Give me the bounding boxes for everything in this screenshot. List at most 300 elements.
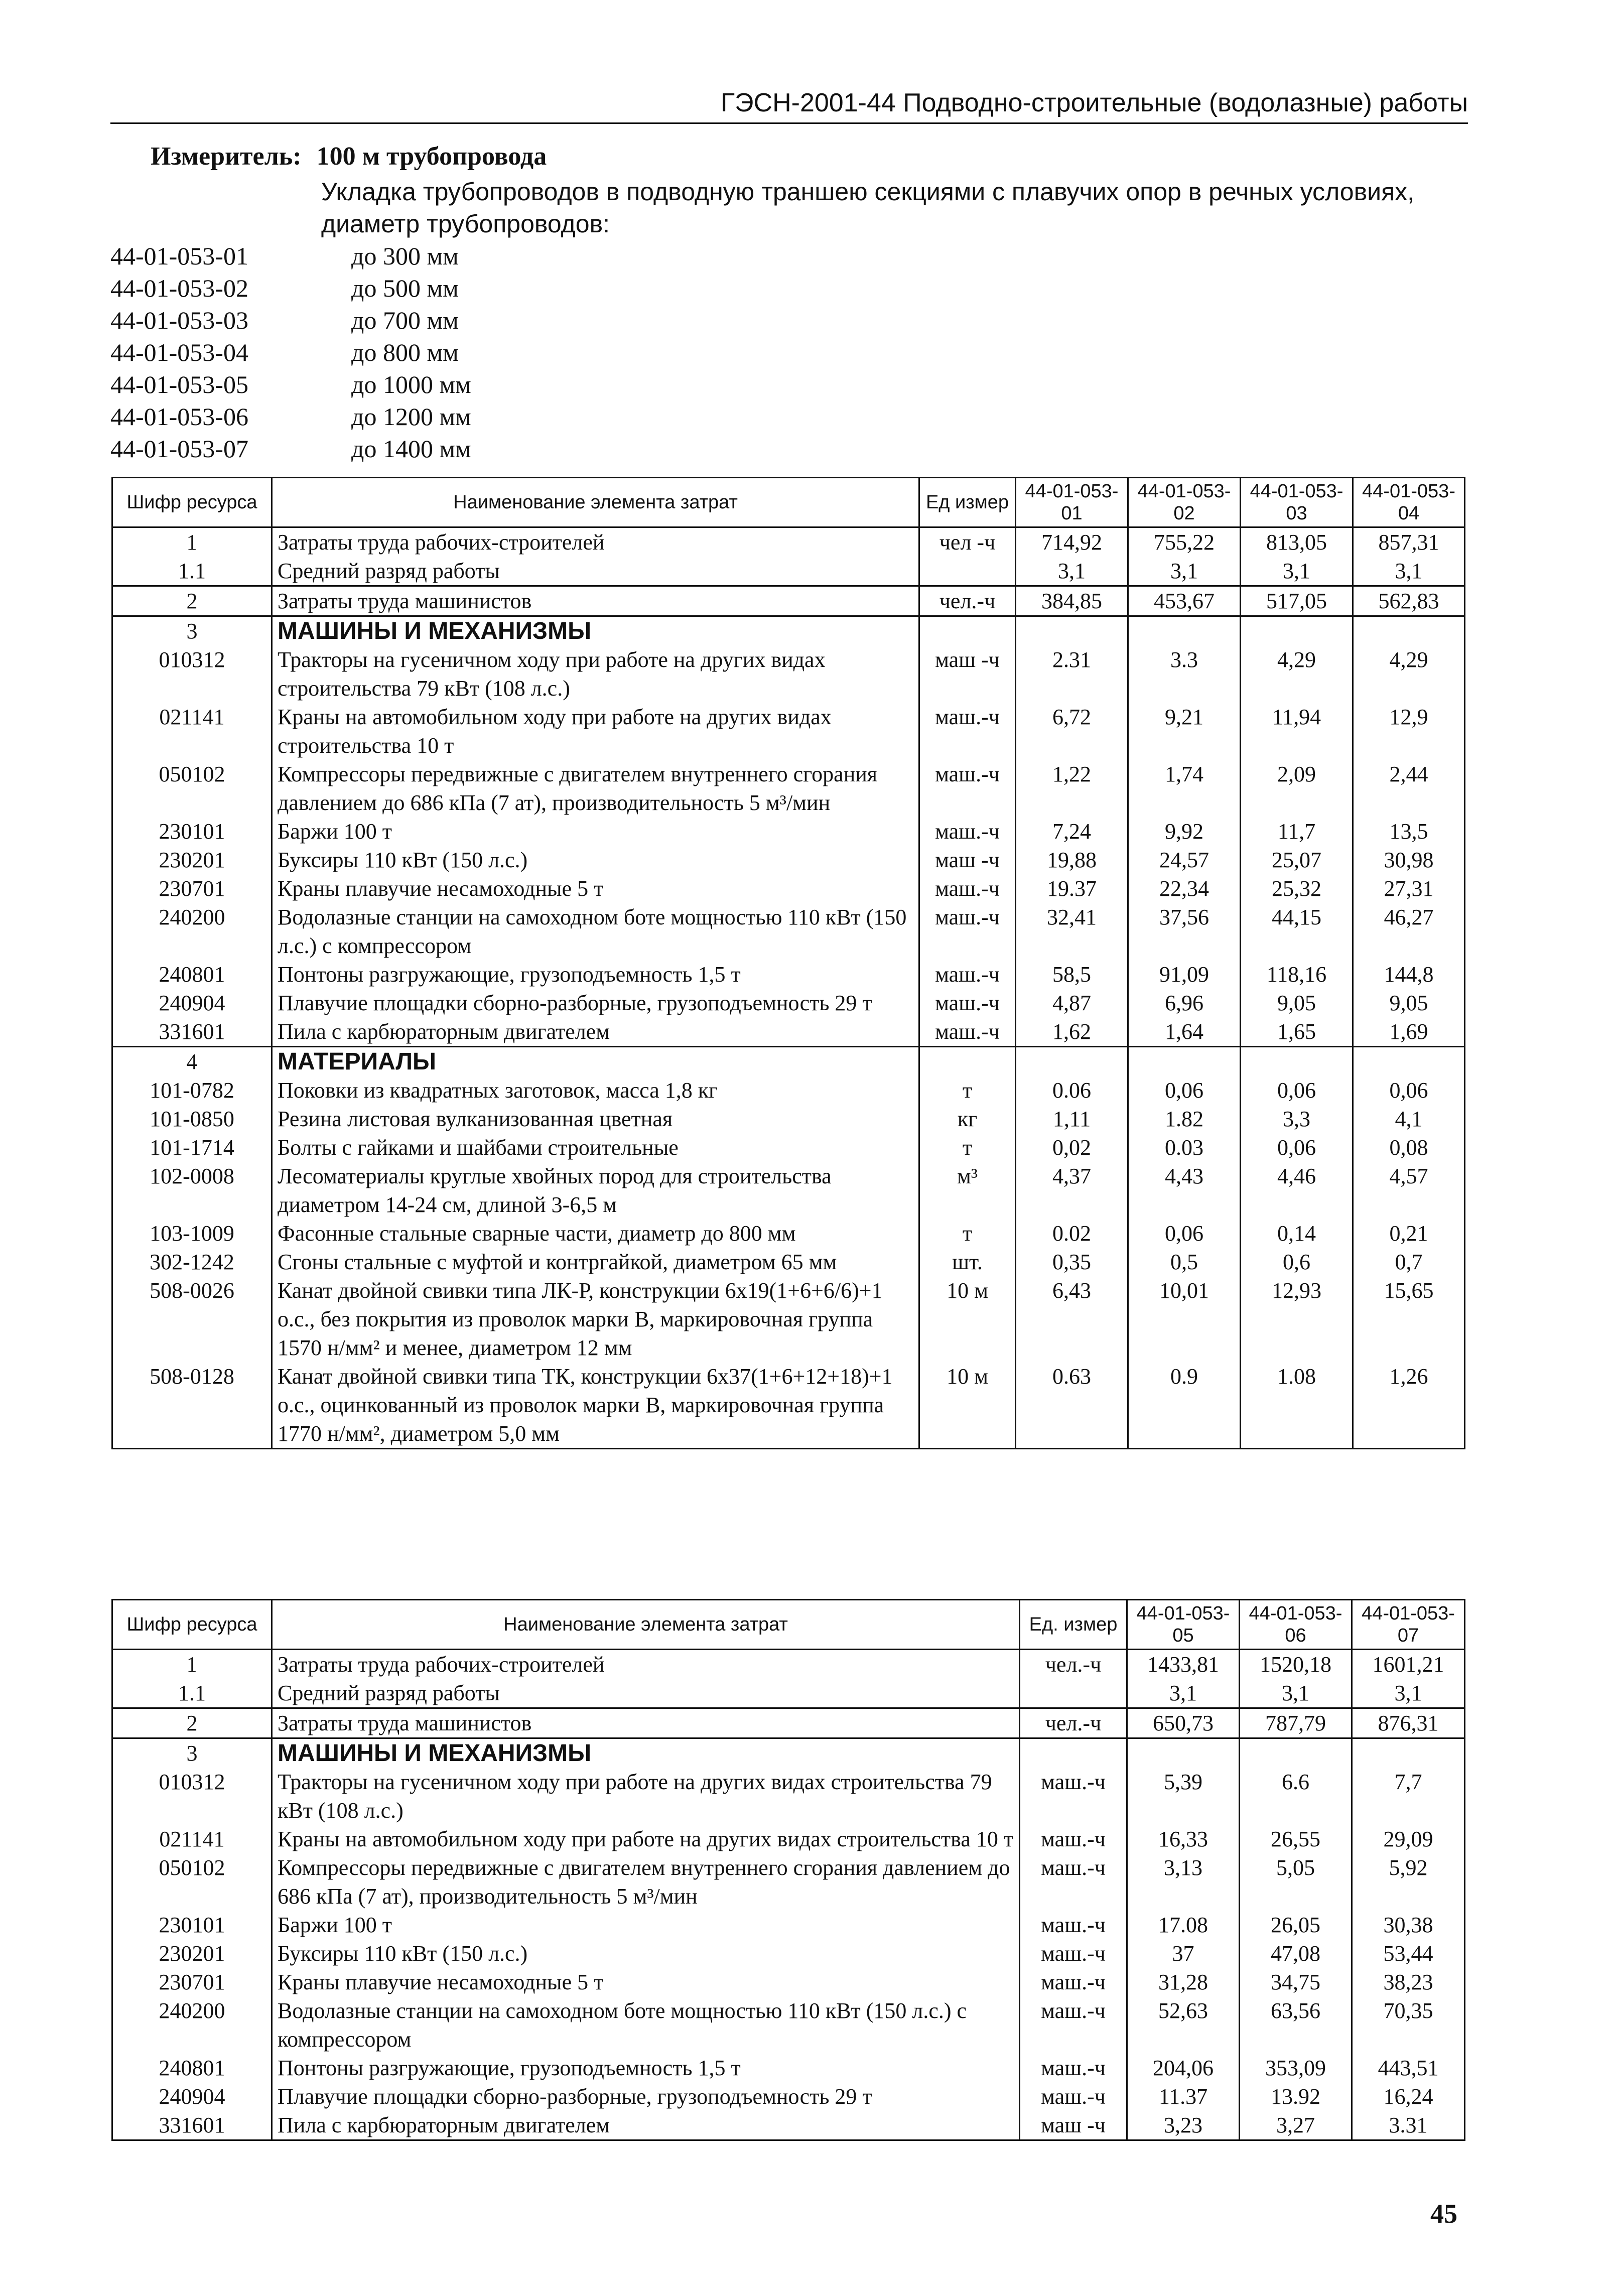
code-description: до 1200 мм bbox=[351, 402, 471, 431]
cell-value: 4,57 bbox=[1353, 1162, 1465, 1219]
cell-value: 1433,81 bbox=[1127, 1650, 1240, 1679]
code-description: до 1000 мм bbox=[351, 370, 471, 398]
cell-value: 0,5 bbox=[1128, 1248, 1241, 1276]
table-row bbox=[112, 903, 1465, 960]
cell-code: 240200 bbox=[112, 903, 272, 960]
table-row bbox=[112, 1162, 1465, 1219]
cell-code: 240801 bbox=[112, 2054, 272, 2082]
cell-value: 5,92 bbox=[1352, 1853, 1465, 1911]
cell-value: 6,72 bbox=[1016, 703, 1128, 760]
table-row bbox=[112, 1105, 1465, 1133]
cell-unit: чел.-ч bbox=[1020, 1650, 1127, 1679]
code-number: 44-01-053-03 bbox=[110, 306, 248, 334]
header-col: 44-01-053-07 bbox=[1352, 1600, 1465, 1650]
cell-name: МАТЕРИАЛЫ bbox=[272, 1047, 919, 1076]
code-description: до 700 мм bbox=[351, 306, 459, 334]
cell-value: 5,05 bbox=[1240, 1853, 1352, 1911]
running-header: ГЭСН-2001-44 Подводно-строительные (водолазные) работы bbox=[110, 85, 1468, 124]
table-row bbox=[112, 1968, 1465, 1996]
cell-value bbox=[1353, 1047, 1465, 1076]
cell-value: 714,92 bbox=[1016, 527, 1128, 557]
table-row bbox=[112, 817, 1465, 846]
cell-value: 4,87 bbox=[1016, 989, 1128, 1017]
cell-name: Краны на автомобильном ходу при работе на других видах строительства 10 т bbox=[272, 1825, 1020, 1853]
cell-value: 118,16 bbox=[1241, 960, 1353, 989]
cell-value: 16,33 bbox=[1127, 1825, 1240, 1853]
cell-unit: 10 м bbox=[919, 1276, 1016, 1362]
cell-code: 230701 bbox=[112, 874, 272, 903]
cell-unit: маш.-ч bbox=[1020, 1825, 1127, 1853]
cell-code: 508-0128 bbox=[112, 1362, 272, 1449]
cell-value: 10,01 bbox=[1128, 1276, 1241, 1362]
table-row bbox=[112, 527, 1465, 557]
cell-name: Канат двойной свивки типа ЛК-Р, конструкции 6х19(1+6+6/6)+1 о.с., без покрытия из проволок марки В, маркировочная группа 1570 н/мм² и менее, диаметром 12 мм bbox=[272, 1276, 919, 1362]
cell-unit: чел.-ч bbox=[919, 586, 1016, 616]
cell-value: 5,39 bbox=[1127, 1768, 1240, 1825]
cell-code: 021141 bbox=[112, 703, 272, 760]
cell-unit: маш.-ч bbox=[919, 760, 1016, 817]
cell-name: Водолазные станции на самоходном боте мощностью 110 кВт (150 л.с.) с компрессором bbox=[272, 1996, 1020, 2054]
code-number: 44-01-053-05 bbox=[110, 370, 248, 398]
cell-value: 0,06 bbox=[1241, 1076, 1353, 1105]
cell-value bbox=[1016, 616, 1128, 646]
cell-value: 4,46 bbox=[1241, 1162, 1353, 1219]
cell-code: 4 bbox=[112, 1047, 272, 1076]
cell-value: 0,7 bbox=[1353, 1248, 1465, 1276]
cell-unit: т bbox=[919, 1133, 1016, 1162]
cell-value: 9,21 bbox=[1128, 703, 1241, 760]
code-list-item bbox=[110, 304, 471, 336]
cell-value bbox=[1352, 1738, 1465, 1768]
cell-name: Плавучие площадки сборно-разборные, грузоподъемность 29 т bbox=[272, 2082, 1020, 2111]
cost-table-1 bbox=[111, 477, 1465, 1449]
cell-code: 010312 bbox=[112, 645, 272, 703]
cell-value: 857,31 bbox=[1353, 527, 1465, 557]
cell-name: Канат двойной свивки типа ТК, конструкции 6х37(1+6+12+18)+1 о.с., оцинкованный из проволок марки В, маркировочная группа 1770 н/мм², диаметром 5,0 мм bbox=[272, 1362, 919, 1449]
cell-unit: м³ bbox=[919, 1162, 1016, 1219]
code-description: до 800 мм bbox=[351, 338, 459, 366]
cell-value: 0,08 bbox=[1353, 1133, 1465, 1162]
cell-value: 37,56 bbox=[1128, 903, 1241, 960]
cell-unit: т bbox=[919, 1219, 1016, 1248]
cell-value: 4,1 bbox=[1353, 1105, 1465, 1133]
cell-unit: маш.-ч bbox=[919, 874, 1016, 903]
cell-value: 3,23 bbox=[1127, 2111, 1240, 2140]
cell-name: Болты с гайками и шайбами строительные bbox=[272, 1133, 919, 1162]
header-col: 44-01-053-03 bbox=[1241, 478, 1353, 527]
cell-code: 230101 bbox=[112, 817, 272, 846]
code-list bbox=[110, 240, 471, 465]
cell-name: Буксиры 110 кВт (150 л.с.) bbox=[272, 1939, 1020, 1968]
cell-value: 0.03 bbox=[1128, 1133, 1241, 1162]
cell-unit: чел.-ч bbox=[1020, 1708, 1127, 1738]
cell-value: 12,9 bbox=[1353, 703, 1465, 760]
cell-unit bbox=[919, 557, 1016, 586]
header-col: 44-01-053-04 bbox=[1353, 478, 1465, 527]
table-row bbox=[112, 1650, 1465, 1679]
cell-value: 25,07 bbox=[1241, 846, 1353, 874]
cell-unit: маш -ч bbox=[1020, 2111, 1127, 2140]
cell-value: 27,31 bbox=[1353, 874, 1465, 903]
cell-value: 1520,18 bbox=[1240, 1650, 1352, 1679]
cell-unit: 10 м bbox=[919, 1362, 1016, 1449]
cell-value: 4,43 bbox=[1128, 1162, 1241, 1219]
cell-name: Краны на автомобильном ходу при работе на других видах строительства 10 т bbox=[272, 703, 919, 760]
cell-unit bbox=[1020, 1738, 1127, 1768]
cell-value: 3,13 bbox=[1127, 1853, 1240, 1911]
cell-value: 813,05 bbox=[1241, 527, 1353, 557]
cell-unit: маш.-ч bbox=[919, 817, 1016, 846]
table-body bbox=[112, 527, 1465, 1449]
cell-name: Пила с карбюраторным двигателем bbox=[272, 1017, 919, 1047]
cell-name: Лесоматериалы круглые хвойных пород для строительства диаметром 14-24 см, длиной 3-6,5 м bbox=[272, 1162, 919, 1219]
header-col: 44-01-053-06 bbox=[1240, 1600, 1352, 1650]
header-code: Шифр ресурса bbox=[112, 478, 272, 527]
cell-unit: маш.-ч bbox=[919, 960, 1016, 989]
cell-code: 2 bbox=[112, 1708, 272, 1738]
code-list-item bbox=[110, 368, 471, 400]
cell-unit bbox=[919, 616, 1016, 646]
cell-value: 9,05 bbox=[1353, 989, 1465, 1017]
code-list-item bbox=[110, 272, 471, 304]
cell-value: 32,41 bbox=[1016, 903, 1128, 960]
table-row bbox=[112, 1679, 1465, 1708]
code-list-item bbox=[110, 336, 471, 368]
cell-unit: маш.-ч bbox=[1020, 2054, 1127, 2082]
cell-value: 3.31 bbox=[1352, 2111, 1465, 2140]
cell-value bbox=[1128, 1047, 1241, 1076]
cell-value: 7,7 bbox=[1352, 1768, 1465, 1825]
header-col: 44-01-053-02 bbox=[1128, 478, 1241, 527]
cell-value: 6,96 bbox=[1128, 989, 1241, 1017]
cell-code: 102-0008 bbox=[112, 1162, 272, 1219]
cell-value: 24,57 bbox=[1128, 846, 1241, 874]
table-row bbox=[112, 960, 1465, 989]
cell-name: Понтоны разгружающие, грузоподъемность 1,5 т bbox=[272, 2054, 1020, 2082]
cell-unit bbox=[919, 1047, 1016, 1076]
cell-value bbox=[1240, 1738, 1352, 1768]
table-row bbox=[112, 1076, 1465, 1105]
cell-code: 101-0782 bbox=[112, 1076, 272, 1105]
cell-name: Плавучие площадки сборно-разборные, грузоподъемность 29 т bbox=[272, 989, 919, 1017]
cell-unit: маш.-ч bbox=[1020, 1911, 1127, 1939]
cell-name: Тракторы на гусеничном ходу при работе на других видах строительства 79 кВт (108 л.с.) bbox=[272, 1768, 1020, 1825]
cell-unit: шт. bbox=[919, 1248, 1016, 1276]
cell-value: 7,24 bbox=[1016, 817, 1128, 846]
cell-value: 650,73 bbox=[1127, 1708, 1240, 1738]
cell-name: Поковки из квадратных заготовок, масса 1,8 кг bbox=[272, 1076, 919, 1105]
cell-value: 9,05 bbox=[1241, 989, 1353, 1017]
cell-value: 34,75 bbox=[1240, 1968, 1352, 1996]
code-number: 44-01-053-06 bbox=[110, 402, 248, 431]
table-row bbox=[112, 616, 1465, 646]
table-row bbox=[112, 1738, 1465, 1768]
cell-value: 0,6 bbox=[1241, 1248, 1353, 1276]
cell-value: 1.08 bbox=[1241, 1362, 1353, 1449]
cell-code: 1.1 bbox=[112, 557, 272, 586]
code-number: 44-01-053-07 bbox=[110, 435, 248, 463]
cell-unit bbox=[1020, 1679, 1127, 1708]
cell-code: 2 bbox=[112, 586, 272, 616]
cell-unit: маш -ч bbox=[919, 846, 1016, 874]
cell-name: Затраты труда машинистов bbox=[272, 1708, 1020, 1738]
page-number: 45 bbox=[1430, 2199, 1457, 2229]
code-list-item bbox=[110, 240, 471, 272]
cell-value: 453,67 bbox=[1128, 586, 1241, 616]
table-row bbox=[112, 2082, 1465, 2111]
table-body bbox=[112, 1650, 1465, 2140]
cell-value: 44,15 bbox=[1241, 903, 1353, 960]
cell-value: 0.9 bbox=[1128, 1362, 1241, 1449]
cell-value: 31,28 bbox=[1127, 1968, 1240, 1996]
cell-name: Краны плавучие несамоходные 5 т bbox=[272, 874, 919, 903]
cell-value: 0.06 bbox=[1016, 1076, 1128, 1105]
cell-code: 050102 bbox=[112, 1853, 272, 1911]
cell-name: Компрессоры передвижные с двигателем внутреннего сгорания давлением до 686 кПа (7 ат), производительность 5 м³/мин bbox=[272, 1853, 1020, 1911]
cell-value: 876,31 bbox=[1352, 1708, 1465, 1738]
table-row bbox=[112, 645, 1465, 703]
cell-value: 0,06 bbox=[1128, 1219, 1241, 1248]
table-header-row bbox=[112, 478, 1465, 527]
table-row bbox=[112, 1708, 1465, 1738]
cell-code: 240801 bbox=[112, 960, 272, 989]
cell-value: 0.63 bbox=[1016, 1362, 1128, 1449]
cell-code: 240200 bbox=[112, 1996, 272, 2054]
cell-name: Буксиры 110 кВт (150 л.с.) bbox=[272, 846, 919, 874]
cell-value: 3,1 bbox=[1240, 1679, 1352, 1708]
cell-code: 331601 bbox=[112, 2111, 272, 2140]
cell-value bbox=[1128, 616, 1241, 646]
cell-name: Краны плавучие несамоходные 5 т bbox=[272, 1968, 1020, 1996]
cell-value: 1,11 bbox=[1016, 1105, 1128, 1133]
cell-value: 353,09 bbox=[1240, 2054, 1352, 2082]
table-row bbox=[112, 1276, 1465, 1362]
cell-unit: маш.-ч bbox=[919, 1017, 1016, 1047]
cell-value: 1,64 bbox=[1128, 1017, 1241, 1047]
cell-name: МАШИНЫ И МЕХАНИЗМЫ bbox=[272, 1738, 1020, 1768]
header-name: Наименование элемента затрат bbox=[272, 478, 919, 527]
cell-value: 2.31 bbox=[1016, 645, 1128, 703]
cell-code: 3 bbox=[112, 616, 272, 646]
cell-value: 3,1 bbox=[1128, 557, 1241, 586]
cell-value: 1,22 bbox=[1016, 760, 1128, 817]
cell-unit: т bbox=[919, 1076, 1016, 1105]
cell-value: 46,27 bbox=[1353, 903, 1465, 960]
cell-name: Затраты труда рабочих-строителей bbox=[272, 527, 919, 557]
measure-label: Измеритель: bbox=[151, 142, 302, 171]
cell-unit: маш.-ч bbox=[919, 903, 1016, 960]
cell-unit: маш.-ч bbox=[919, 989, 1016, 1017]
table-row bbox=[112, 1362, 1465, 1449]
cell-value: 16,24 bbox=[1352, 2082, 1465, 2111]
code-description: до 500 мм bbox=[351, 274, 459, 302]
table-row bbox=[112, 2111, 1465, 2140]
cell-value: 37 bbox=[1127, 1939, 1240, 1968]
cell-value: 144,8 bbox=[1353, 960, 1465, 989]
cell-value: 443,51 bbox=[1352, 2054, 1465, 2082]
cell-name: Водолазные станции на самоходном боте мощностью 110 кВт (150 л.с.) с компрессором bbox=[272, 903, 919, 960]
table-row bbox=[112, 874, 1465, 903]
table-row bbox=[112, 1853, 1465, 1911]
cell-name: МАШИНЫ И МЕХАНИЗМЫ bbox=[272, 616, 919, 646]
table-row bbox=[112, 557, 1465, 586]
table-row bbox=[112, 1825, 1465, 1853]
table-header-row bbox=[112, 1600, 1465, 1650]
table-row bbox=[112, 1768, 1465, 1825]
cell-value: 3,1 bbox=[1127, 1679, 1240, 1708]
cell-value: 30,98 bbox=[1353, 846, 1465, 874]
cell-value: 9,92 bbox=[1128, 817, 1241, 846]
cell-name: Затраты труда рабочих-строителей bbox=[272, 1650, 1020, 1679]
cell-code: 1 bbox=[112, 1650, 272, 1679]
table-row bbox=[112, 1996, 1465, 2054]
cell-name: Баржи 100 т bbox=[272, 817, 919, 846]
cell-code: 230701 bbox=[112, 1968, 272, 1996]
measure-value: 100 м трубопровода bbox=[316, 142, 547, 171]
cell-value: 755,22 bbox=[1128, 527, 1241, 557]
cell-value: 11,7 bbox=[1241, 817, 1353, 846]
cell-value: 13,5 bbox=[1353, 817, 1465, 846]
cell-unit: маш.-ч bbox=[1020, 1939, 1127, 1968]
cell-value: 0,06 bbox=[1241, 1133, 1353, 1162]
cell-unit: маш.-ч bbox=[1020, 1996, 1127, 2054]
cell-value: 91,09 bbox=[1128, 960, 1241, 989]
table-row bbox=[112, 1219, 1465, 1248]
header-col: 44-01-053-05 bbox=[1127, 1600, 1240, 1650]
table-row bbox=[112, 846, 1465, 874]
cell-value: 6.6 bbox=[1240, 1768, 1352, 1825]
table-row bbox=[112, 1133, 1465, 1162]
cell-value: 47,08 bbox=[1240, 1939, 1352, 1968]
cell-code: 021141 bbox=[112, 1825, 272, 1853]
cell-value: 19.37 bbox=[1016, 874, 1128, 903]
cell-value: 52,63 bbox=[1127, 1996, 1240, 2054]
cell-value: 25,32 bbox=[1241, 874, 1353, 903]
cell-code: 010312 bbox=[112, 1768, 272, 1825]
cell-unit: чел -ч bbox=[919, 527, 1016, 557]
cell-code: 240904 bbox=[112, 989, 272, 1017]
cell-unit: маш.-ч bbox=[1020, 1968, 1127, 1996]
cell-value: 3,1 bbox=[1241, 557, 1353, 586]
cell-code: 302-1242 bbox=[112, 1248, 272, 1276]
cell-code: 230201 bbox=[112, 846, 272, 874]
cell-value: 15,65 bbox=[1353, 1276, 1465, 1362]
table-row bbox=[112, 1248, 1465, 1276]
header-code: Шифр ресурса bbox=[112, 1600, 272, 1650]
cell-unit: маш.-ч bbox=[1020, 1853, 1127, 1911]
cell-value: 2,09 bbox=[1241, 760, 1353, 817]
cell-value: 63,56 bbox=[1240, 1996, 1352, 2054]
table-row bbox=[112, 703, 1465, 760]
header-unit: Ед измер bbox=[919, 478, 1016, 527]
table-row bbox=[112, 1911, 1465, 1939]
cell-value: 0,35 bbox=[1016, 1248, 1128, 1276]
table-row bbox=[112, 586, 1465, 616]
cell-value: 30,38 bbox=[1352, 1911, 1465, 1939]
cell-value: 26,55 bbox=[1240, 1825, 1352, 1853]
cell-name: Резина листовая вулканизованная цветная bbox=[272, 1105, 919, 1133]
cell-code: 508-0026 bbox=[112, 1276, 272, 1362]
cell-value: 2,44 bbox=[1353, 760, 1465, 817]
cell-value: 3,1 bbox=[1352, 1679, 1465, 1708]
cell-name: Пила с карбюраторным двигателем bbox=[272, 2111, 1020, 2140]
cell-value: 19,88 bbox=[1016, 846, 1128, 874]
cell-value: 787,79 bbox=[1240, 1708, 1352, 1738]
cell-value: 58,5 bbox=[1016, 960, 1128, 989]
cell-code: 050102 bbox=[112, 760, 272, 817]
cell-name: Баржи 100 т bbox=[272, 1911, 1020, 1939]
cell-unit: маш -ч bbox=[919, 645, 1016, 703]
code-number: 44-01-053-02 bbox=[110, 274, 248, 302]
cell-name: Понтоны разгружающие, грузоподъемность 1,5 т bbox=[272, 960, 919, 989]
code-list-item bbox=[110, 400, 471, 433]
cell-value: 3,1 bbox=[1353, 557, 1465, 586]
cell-code: 331601 bbox=[112, 1017, 272, 1047]
cell-value: 562,83 bbox=[1353, 586, 1465, 616]
cell-value: 70,35 bbox=[1352, 1996, 1465, 2054]
cell-value: 0.02 bbox=[1016, 1219, 1128, 1248]
cell-unit: кг bbox=[919, 1105, 1016, 1133]
cell-value: 0,02 bbox=[1016, 1133, 1128, 1162]
cell-value: 17.08 bbox=[1127, 1911, 1240, 1939]
cell-code: 101-1714 bbox=[112, 1133, 272, 1162]
cell-code: 3 bbox=[112, 1738, 272, 1768]
cell-value: 53,44 bbox=[1352, 1939, 1465, 1968]
table-row bbox=[112, 2054, 1465, 2082]
cell-code: 240904 bbox=[112, 2082, 272, 2111]
cell-value: 0,06 bbox=[1128, 1076, 1241, 1105]
table-row bbox=[112, 760, 1465, 817]
code-description: до 300 мм bbox=[351, 242, 459, 270]
cell-value: 13.92 bbox=[1240, 2082, 1352, 2111]
cell-value: 1,69 bbox=[1353, 1017, 1465, 1047]
table-row bbox=[112, 1047, 1465, 1076]
cell-value: 4,37 bbox=[1016, 1162, 1128, 1219]
work-description: Укладка трубопроводов в подводную траншею секциями с плавучих опор в речных условиях, диаметр трубопроводов: bbox=[321, 178, 1415, 238]
code-number: 44-01-053-01 bbox=[110, 242, 248, 270]
cell-value bbox=[1016, 1047, 1128, 1076]
cell-value bbox=[1353, 616, 1465, 646]
cell-value: 38,23 bbox=[1352, 1968, 1465, 1996]
cell-value: 22,34 bbox=[1128, 874, 1241, 903]
cell-value: 1,62 bbox=[1016, 1017, 1128, 1047]
cell-value: 204,06 bbox=[1127, 2054, 1240, 2082]
cell-name: Средний разряд работы bbox=[272, 557, 919, 586]
cell-value: 11.37 bbox=[1127, 2082, 1240, 2111]
cell-value: 29,09 bbox=[1352, 1825, 1465, 1853]
cell-value: 384,85 bbox=[1016, 586, 1128, 616]
cell-value: 517,05 bbox=[1241, 586, 1353, 616]
cell-name: Компрессоры передвижные с двигателем внутреннего сгорания давлением до 686 кПа (7 ат), производительность 5 м³/мин bbox=[272, 760, 919, 817]
table-row bbox=[112, 1939, 1465, 1968]
cell-code: 1 bbox=[112, 527, 272, 557]
cell-value: 1,26 bbox=[1353, 1362, 1465, 1449]
cell-value bbox=[1241, 616, 1353, 646]
header-name: Наименование элемента затрат bbox=[272, 1600, 1020, 1650]
cell-unit: маш.-ч bbox=[919, 703, 1016, 760]
cell-code: 230101 bbox=[112, 1911, 272, 1939]
cell-code: 230201 bbox=[112, 1939, 272, 1968]
table-row bbox=[112, 1017, 1465, 1047]
cell-value: 4,29 bbox=[1353, 645, 1465, 703]
table-row bbox=[112, 989, 1465, 1017]
cell-name: Средний разряд работы bbox=[272, 1679, 1020, 1708]
cell-name: Затраты труда машинистов bbox=[272, 586, 919, 616]
cell-value: 6,43 bbox=[1016, 1276, 1128, 1362]
code-list-item bbox=[110, 433, 471, 465]
cell-name: Тракторы на гусеничном ходу при работе на других видах строительства 79 кВт (108 л.с.) bbox=[272, 645, 919, 703]
cell-value: 3,1 bbox=[1016, 557, 1128, 586]
